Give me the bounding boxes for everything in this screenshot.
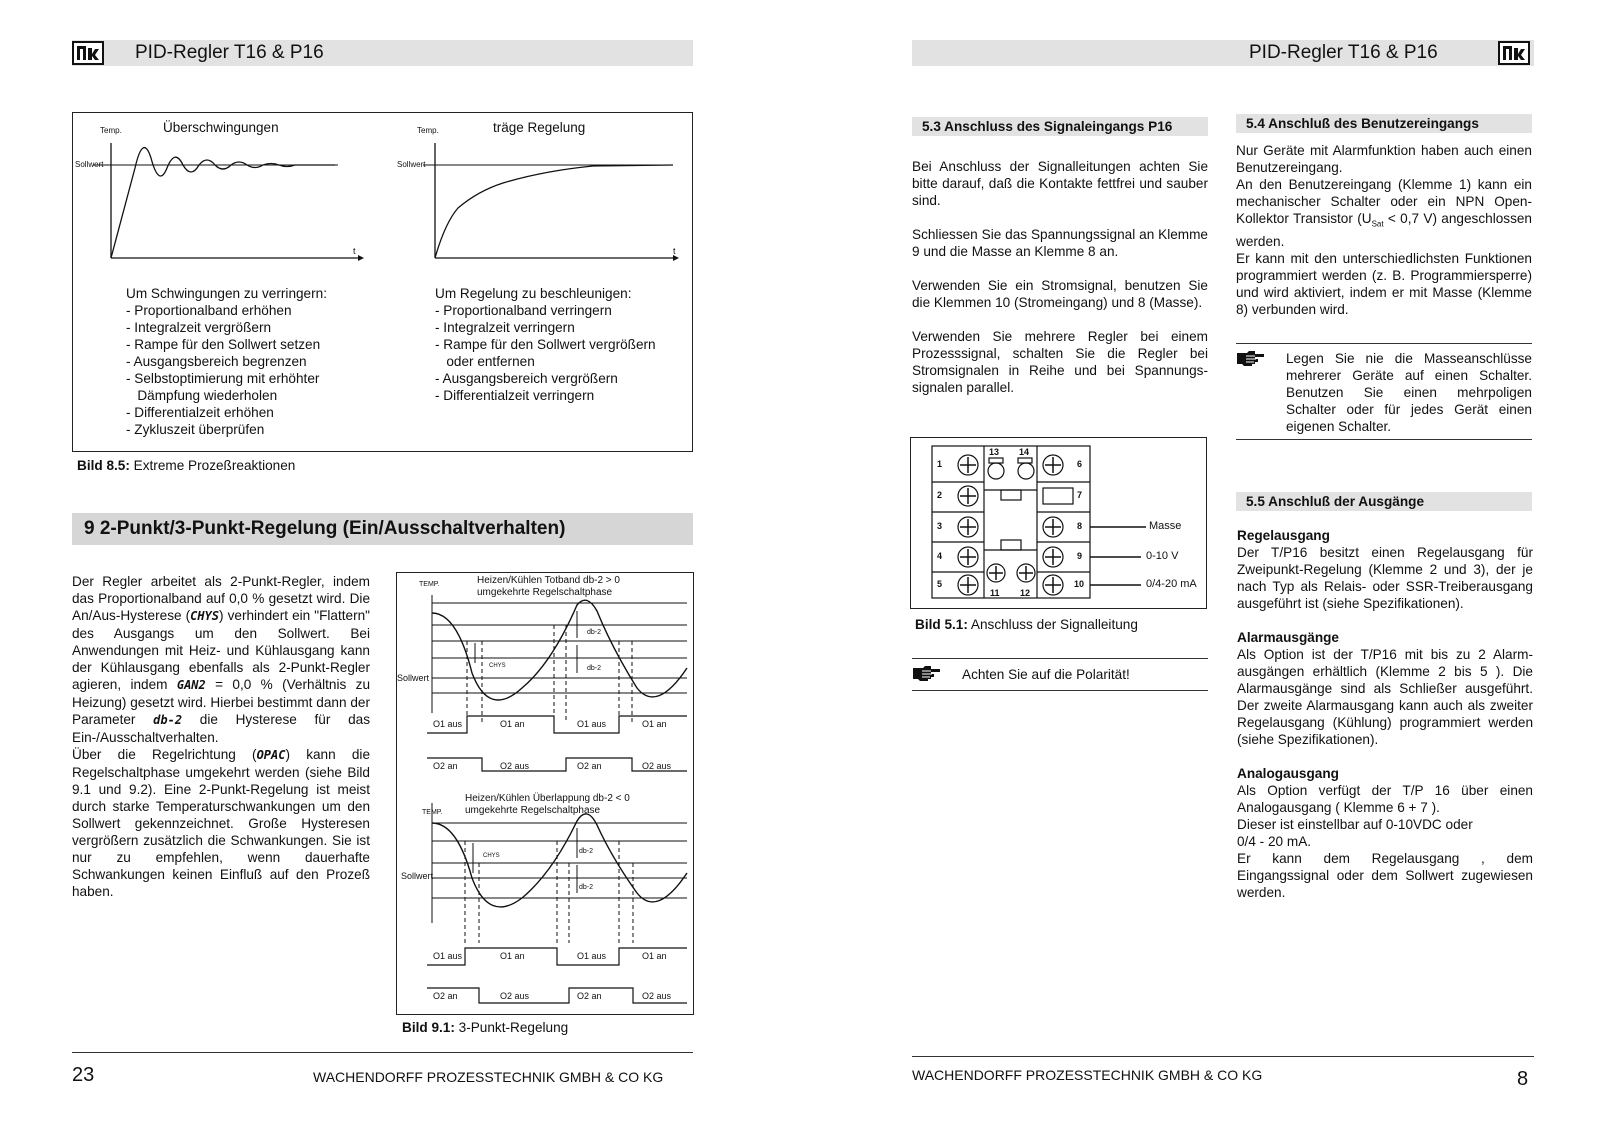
figure-8-5-caption xyxy=(77,457,295,474)
subscript: Sat xyxy=(1371,219,1384,229)
section-5-4-heading xyxy=(1236,114,1532,133)
bottom-o2-an-2: O2 an xyxy=(577,991,602,1001)
terminal-12: 12 xyxy=(1020,588,1031,598)
top-o1-an-2: O1 an xyxy=(642,719,667,729)
pointing-hand-icon xyxy=(912,664,942,687)
sluggish-temp-label: Temp. xyxy=(417,126,439,135)
label-masse: Masse xyxy=(1149,520,1182,532)
section-5-4-title: 5.4 Anschluß des Benutzereingangs xyxy=(1246,116,1479,131)
company-logo-icon xyxy=(1498,41,1530,65)
top-chys-label: CHYS xyxy=(489,663,506,669)
figure-5-1-caption xyxy=(915,616,1138,633)
body-text: = 0,0 % (Verhältnis zu Heizung) gesetzt wird. Hierbei bestimmt dann der Parameter xyxy=(72,677,371,727)
list-item: - Differentialzeit erhöhen xyxy=(126,405,274,420)
bottom-o1-an-1: O1 an xyxy=(500,951,525,961)
paragraph: Verwenden Sie mehrere Regler bei einem Prozesssignal, schalten Sie die Regler bei Stromsignalen in Reihe und bei Spannungs-signalen parallel. xyxy=(912,329,1208,395)
list-item: oder entfernen xyxy=(435,354,535,369)
section-5-5-heading xyxy=(1236,492,1532,511)
figure-9-1 xyxy=(396,572,694,1015)
figure-8-5 xyxy=(72,112,693,452)
sluggish-title: träge Regelung xyxy=(493,120,586,135)
top-o1-an-1: O1 an xyxy=(500,719,525,729)
list-item: - Integralzeit verringern xyxy=(435,320,575,335)
body-text: ) verhindert ein "Flattern" des Ausgangs um den Sollwert. Bei Anwendungen mit Heiz- und Kühlausgang kann der Kühlausgang ebenfalls als 2-Punkt-Regler agieren, indem xyxy=(72,608,370,692)
bottom-diagram-title-1: Heizen/Kühlen Überlappung db-2 < 0 xyxy=(465,793,630,804)
list-item: - Zykluszeit überprüfen xyxy=(126,422,265,437)
caption-text: 3-Punkt-Regelung xyxy=(454,1020,569,1035)
company-logo-icon xyxy=(72,41,104,65)
figure-5-1 xyxy=(910,437,1207,609)
list-item: - Rampe für den Sollwert setzen xyxy=(126,337,321,352)
paragraph: Verwenden Sie ein Stromsignal, benutzen Sie die Klemmen 10 (Stromeingang) und 8 (Masse). xyxy=(912,278,1208,310)
caption-label: Bild 9.1: xyxy=(402,1020,455,1035)
bottom-sollwert-label: Sollwert xyxy=(401,871,434,881)
body-text: ) kann die Regelschaltphase umgekehrt werden (siehe Bild 9.1 und 9.2). Eine 2-Punkt-Regelung ist meist durch starke Temperaturschwankungen um den Sollwert gekennzeichnet. Große Hysteresen vergrößern zusätzlich die Schwankungen. Sie ist nur zu empfehlen, wenn dauerhafte Schwankungen keinen Einfluß auf den Prozeß haben. xyxy=(72,747,371,899)
terminal-1: 1 xyxy=(937,459,943,469)
left-page-number: 23 xyxy=(72,1064,95,1086)
bottom-chys-label: CHYS xyxy=(483,853,500,859)
terminal-4: 4 xyxy=(937,551,943,561)
paragraph: 0/4 - 20 mA. xyxy=(1237,834,1312,849)
body-text: Über die Regelrichtung ( xyxy=(72,747,257,762)
right-header-title: PID-Regler T16 & P16 xyxy=(1249,42,1438,63)
overshoot-title: Überschwingungen xyxy=(163,120,279,135)
param-code-db2: db-2 xyxy=(153,713,183,727)
paragraph: Der T/P16 besitzt einen Regelausgang für Zweipunkt-Regelung (Klemme 2 und 3), der je nach Typ als Relais- oder SSR-Treiberausgang ausgeführt ist (siehe Spezifikationen). xyxy=(1237,545,1533,611)
bottom-o2-an-1: O2 an xyxy=(433,991,458,1001)
terminal-10: 10 xyxy=(1074,579,1085,589)
top-o1-aus-2: O1 aus xyxy=(577,719,607,729)
paragraph: Er kann mit den unterschiedlichsten Funktionen programmiert werden (z. B. Programmiersperre) und wird aktiviert, indem er mit Masse (Klemme 8) verbunden wird. xyxy=(1236,250,1532,317)
list-item: - Proportionalband verringern xyxy=(435,303,612,318)
bottom-o1-aus-1: O1 aus xyxy=(433,951,463,961)
left-header-title: PID-Regler T16 & P16 xyxy=(135,42,324,63)
list-item: - Rampe für den Sollwert vergrößern xyxy=(435,337,656,352)
right-footer-company: WACHENDORFF PROZESSTECHNIK GMBH & CO KG xyxy=(912,1067,1263,1083)
note-rule-bottom xyxy=(1236,439,1532,440)
top-db2-label: db-2 xyxy=(587,665,602,672)
terminal-7: 7 xyxy=(1077,490,1083,500)
body-text: die Hysterese für das Ein-/Ausschaltverhalten. xyxy=(72,712,370,745)
section-5-4-body xyxy=(1236,142,1532,318)
text: < 0,7 V) angeschlossen werden. xyxy=(1236,211,1532,249)
param-code-chys: CHYS xyxy=(190,609,220,623)
list-title: Um Regelung zu beschleunigen: xyxy=(435,286,632,301)
polarity-note: Achten Sie auf die Polarität! xyxy=(962,667,1130,682)
paragraph: Nur Geräte mit Alarmfunktion haben auch einen Benutzereingang. xyxy=(1236,143,1532,175)
note-rule-bottom xyxy=(912,690,1208,691)
terminal-14: 14 xyxy=(1019,447,1030,457)
right-header-bar xyxy=(912,40,1534,66)
bottom-diagram-title-2: umgekehrte Regelschaltphase xyxy=(465,805,601,816)
paragraph xyxy=(1236,176,1532,250)
body-text: Der Regler arbeitet als 2-Punkt-Regler, indem das Proportionalband auf 0,0 % gesetzt wird. Die An/Aus-Hysterese ( xyxy=(72,574,370,623)
section-5-3-body xyxy=(912,158,1208,396)
right-page-number: 8 xyxy=(1517,1068,1529,1090)
note-rule-top xyxy=(912,658,1208,659)
terminal-6: 6 xyxy=(1077,459,1083,469)
param-code-opac: OPAC xyxy=(256,748,286,762)
section-9-title: 9 2-Punkt/3-Punkt-Regelung (Ein/Ausschaltverhalten) xyxy=(84,518,566,539)
caption-text: Extreme Prozeßreaktionen xyxy=(129,458,296,473)
list-title: Um Schwingungen zu verringern: xyxy=(126,286,327,301)
top-sollwert-label: Sollwert xyxy=(397,673,430,683)
list-item: - Ausgangsbereich begrenzen xyxy=(126,354,307,369)
top-o2-an-2: O2 an xyxy=(577,761,602,771)
paragraph: Bei Anschluss der Signalleitungen achten Sie bitte darauf, daß die Kontakte fettfrei und sauber sind. xyxy=(912,159,1208,208)
section-5-5-title: 5.5 Anschluß der Ausgänge xyxy=(1246,494,1425,509)
ground-warning-note: Legen Sie nie die Masseanschlüsse mehrerer Geräte auf einen Schalter. Benutzen Sie einen mehrpoligen Schalter oder für jedes Gerät einen eigenen Schalter. xyxy=(1286,351,1532,434)
sluggish-t-label: t xyxy=(673,246,676,256)
label-0-10v: 0-10 V xyxy=(1146,550,1179,562)
terminal-13: 13 xyxy=(989,447,1000,457)
reduce-oscillation-list xyxy=(126,285,327,438)
subheading: Alarmausgänge xyxy=(1237,630,1339,645)
caption-text: Anschluss der Signalleitung xyxy=(967,617,1138,632)
subheading: Regelausgang xyxy=(1237,528,1330,543)
terminal-11: 11 xyxy=(990,588,1000,598)
bottom-temp-label: TEMP. xyxy=(422,809,443,816)
paragraph: Dieser ist einstellbar auf 0-10VDC oder xyxy=(1237,817,1473,832)
paragraph: Er kann dem Regelausgang , dem Eingangssignal oder dem Sollwert zugewiesen werden. xyxy=(1237,851,1533,900)
top-o2-aus-1: O2 aus xyxy=(500,761,530,771)
top-o2-aus-2: O2 aus xyxy=(642,761,672,771)
top-db2-label: db-2 xyxy=(587,629,602,636)
list-item: - Ausgangsbereich vergrößern xyxy=(435,371,618,386)
overshoot-t-label: t xyxy=(353,246,356,256)
speed-up-list xyxy=(435,285,656,404)
label-0-4-20ma: 0/4-20 mA xyxy=(1146,578,1197,590)
top-temp-label: TEMP. xyxy=(419,581,440,588)
terminal-8: 8 xyxy=(1077,521,1083,531)
figure-9-1-caption xyxy=(402,1019,568,1036)
section-9-body xyxy=(72,573,370,900)
top-o2-an-1: O2 an xyxy=(433,761,458,771)
list-item: Dämpfung wiederholen xyxy=(126,388,278,403)
left-footer-rule xyxy=(72,1052,693,1053)
paragraph: Schliessen Sie das Spannungssignal an Klemme 9 und die Masse an Klemme 8 an. xyxy=(912,227,1208,259)
note-rule-top xyxy=(1236,343,1532,344)
overshoot-temp-label: Temp. xyxy=(100,126,122,135)
paragraph: Als Option verfügt der T/P 16 über einen Analogausgang ( Klemme 6 + 7 ). xyxy=(1237,783,1533,815)
list-item: - Integralzeit vergrößern xyxy=(126,320,272,335)
terminal-2: 2 xyxy=(937,490,943,500)
subheading: Analogausgang xyxy=(1237,766,1339,781)
terminal-9: 9 xyxy=(1077,551,1083,561)
left-footer-company: WACHENDORFF PROZESSTECHNIK GMBH & CO KG xyxy=(313,1069,664,1085)
bottom-db2-label: db-2 xyxy=(579,848,594,855)
bottom-db2-label: db-2 xyxy=(579,884,594,891)
top-diagram-title-2: umgekehrte Regelschaltphase xyxy=(477,587,613,598)
section-5-3-title: 5.3 Anschluss des Signaleingangs P16 xyxy=(922,119,1173,134)
bottom-o1-aus-2: O1 aus xyxy=(577,951,607,961)
sluggish-sollwert-label: Sollwert xyxy=(397,160,426,169)
terminal-3: 3 xyxy=(937,521,943,531)
overshoot-chart xyxy=(73,113,693,283)
pointing-hand-icon xyxy=(1236,349,1266,372)
param-code-gan2: GAN2 xyxy=(176,678,206,692)
terminal-5: 5 xyxy=(937,579,943,589)
list-item: - Differentialzeit verringern xyxy=(435,388,595,403)
section-9-heading xyxy=(72,513,693,545)
bottom-o1-an-2: O1 an xyxy=(642,951,667,961)
bottom-o2-aus-2: O2 aus xyxy=(642,991,672,1001)
bottom-o2-aus-1: O2 aus xyxy=(500,991,530,1001)
text: An den Benutzereingang (Klemme 1) kann ein mechanischer Schalter oder ein NPN Open-Kollektor Transistor (U xyxy=(1236,177,1532,226)
overshoot-sollwert-label: Sollwert xyxy=(75,160,104,169)
section-5-3-heading xyxy=(912,117,1208,136)
paragraph: Als Option ist der T/P16 mit bis zu 2 Alarm-ausgängen erhältlich (Klemme 2 bis 5 ). Die Alarmausgänge sind als Schließer ausgeführt. Der zweite Alarmausgang kann auch als zweiter Regelausgang (Kühlung) programmiert werden (siehe Spezifikationen). xyxy=(1237,647,1533,747)
list-item: - Proportionalband erhöhen xyxy=(126,303,292,318)
caption-label: Bild 8.5: xyxy=(77,458,130,473)
section-5-5-body xyxy=(1237,527,1533,901)
top-o1-aus-1: O1 aus xyxy=(433,719,463,729)
top-diagram-title-1: Heizen/Kühlen Totband db-2 > 0 xyxy=(477,575,620,586)
right-footer-rule xyxy=(912,1056,1534,1057)
list-item: - Selbstoptimierung mit erhöhter xyxy=(126,371,320,386)
caption-label: Bild 5.1: xyxy=(915,617,968,632)
